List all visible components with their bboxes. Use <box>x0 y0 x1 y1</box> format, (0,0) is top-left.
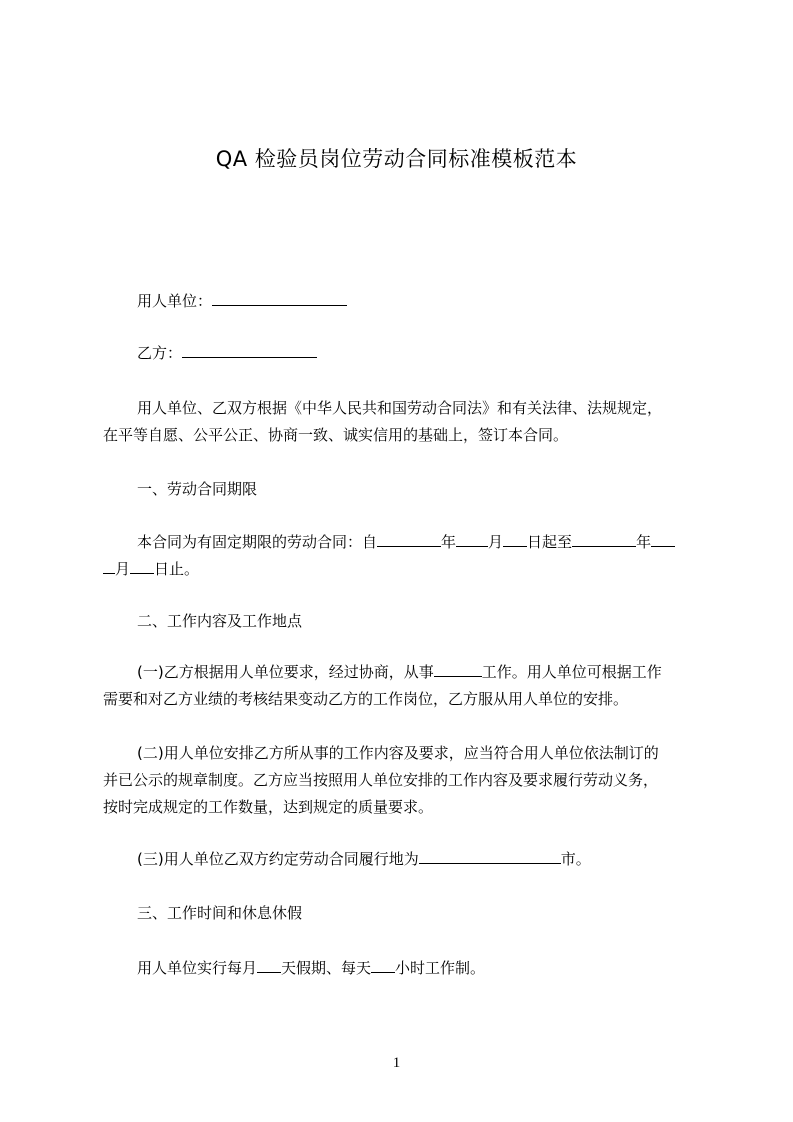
start-day-blank <box>503 532 527 547</box>
intro-line-2: 在平等自愿、公平公正、协商一致、诚实信用的基础上，签订本合同。 <box>103 426 569 444</box>
clause3-suffix: 市。 <box>560 850 591 868</box>
term-year-1: 年 <box>441 533 457 551</box>
clause2-line-2: 并已公示的规章制度。乙方应当按照用人单位安排的工作内容及要求履行劳动义务， <box>103 771 659 789</box>
clause1-prefix: (一)乙方根据用人单位要求，经过协商，从事 <box>137 663 434 681</box>
term-month-2: 月 <box>115 560 131 578</box>
end-year-blank <box>572 532 636 547</box>
work-time-prefix: 用人单位实行每月 <box>137 959 258 977</box>
term-line-2 <box>103 559 703 579</box>
section2-heading: 二、工作内容及工作地点 <box>137 612 303 630</box>
clause1-suffix: 工作。用人单位可根据工作 <box>481 663 662 681</box>
page-number: 1 <box>392 1055 401 1071</box>
job-blank <box>434 662 482 677</box>
term-prefix: 本合同为有固定期限的劳动合同：自 <box>137 533 378 551</box>
clause2-line-1: (二)用人单位安排乙方所从事的工作内容及要求，应当符合用人单位依法制订的 <box>137 744 659 762</box>
party-b-label: 乙方： <box>137 344 183 362</box>
end-month-blank-part2 <box>103 559 115 574</box>
start-month-blank <box>456 532 488 547</box>
employer-blank <box>212 291 347 306</box>
document-title: QA 检验员岗位劳动合同标准模板范本 <box>215 147 578 171</box>
party-b-line <box>103 343 737 363</box>
clause1-line-1 <box>103 662 737 682</box>
section1-heading: 一、劳动合同期限 <box>137 480 258 498</box>
work-time-middle: 天假期、每天 <box>281 959 372 977</box>
days-off-blank <box>257 958 281 973</box>
end-month-blank-part1 <box>651 532 675 547</box>
intro-line-1: 用人单位、乙双方根据《中华人民共和国劳动合同法》和有关法律、法规规定， <box>137 399 663 417</box>
term-month-1: 月 <box>488 533 504 551</box>
work-time-suffix: 小时工作制。 <box>395 959 486 977</box>
city-blank <box>419 849 561 864</box>
term-day-from: 日起至 <box>527 533 573 551</box>
employer-label: 用人单位： <box>137 292 213 310</box>
work-time-line <box>103 958 737 978</box>
start-year-blank <box>377 532 441 547</box>
employer-line <box>103 291 737 311</box>
clause2-line-3: 按时完成规定的工作数量，达到规定的质量要求。 <box>103 798 434 816</box>
clause3-prefix: (三)用人单位乙双方约定劳动合同履行地为 <box>137 850 419 868</box>
clause3-line <box>103 849 737 869</box>
party-b-blank <box>182 343 317 358</box>
hours-blank <box>371 958 395 973</box>
end-day-blank <box>130 559 154 574</box>
term-year-2: 年 <box>636 533 652 551</box>
section3-heading: 三、工作时间和休息休假 <box>137 904 303 922</box>
term-line-1 <box>103 532 737 552</box>
term-day-end: 日止。 <box>154 560 200 578</box>
clause1-line-2: 需要和对乙方业绩的考核结果变动乙方的工作岗位，乙方服从用人单位的安排。 <box>103 690 629 708</box>
